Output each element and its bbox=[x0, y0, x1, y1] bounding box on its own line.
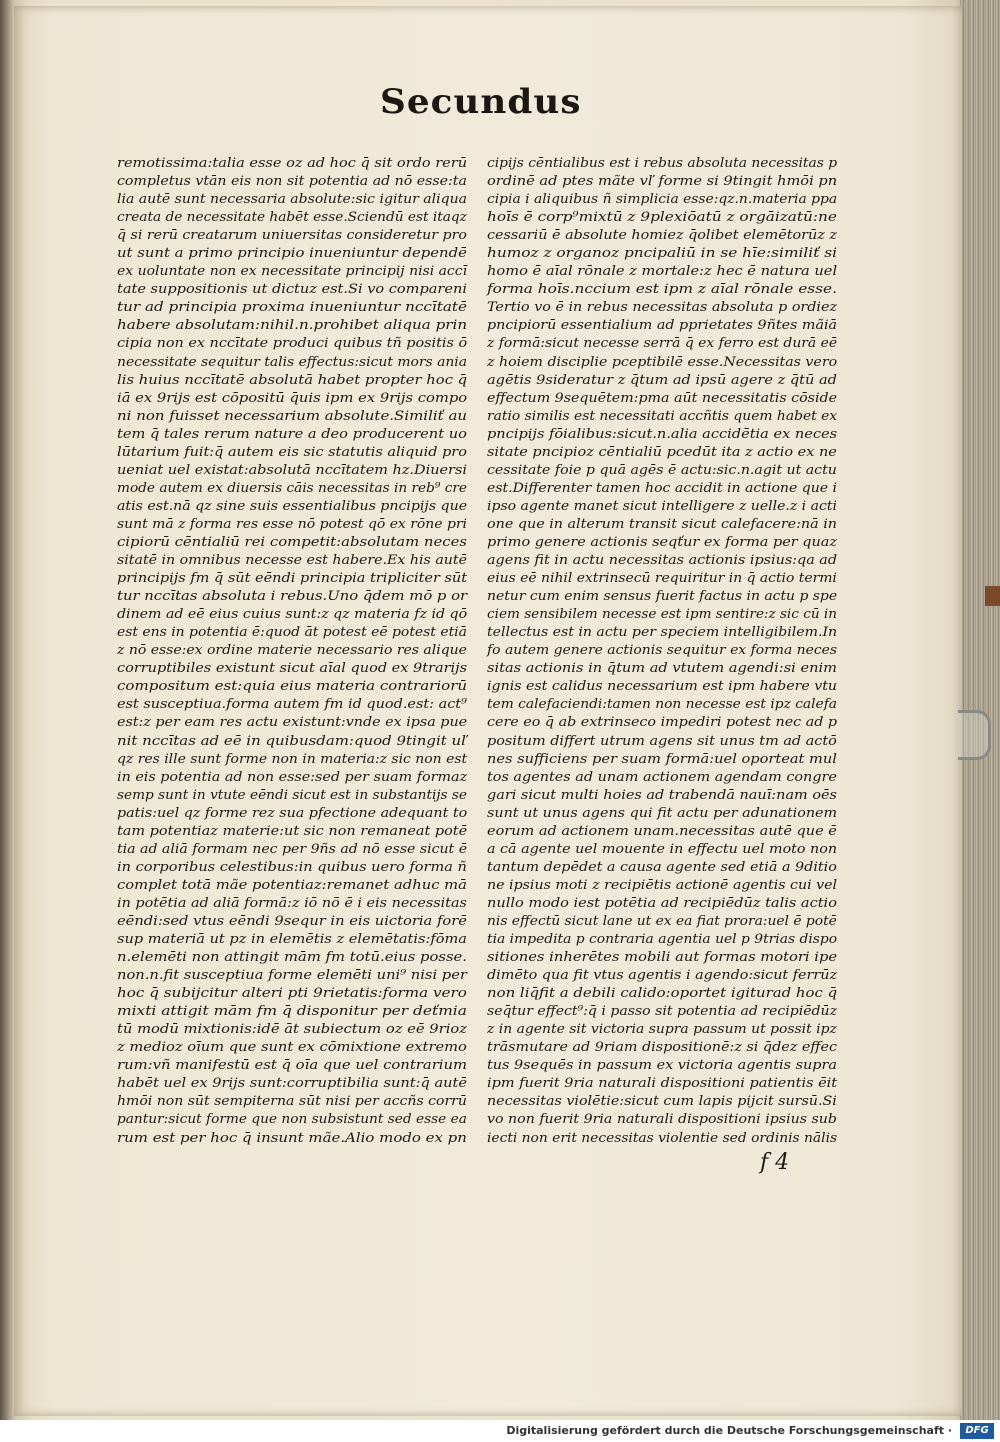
right-column-line: ratio similis est necessitati accñtis quem habet ex bbox=[487, 408, 838, 424]
left-column-line: tam potentiaz materie:ut sic non remaneat potē bbox=[117, 823, 468, 839]
right-column-line: sitiones inherētes mobili aut formas motori ipe bbox=[487, 950, 838, 966]
left-column-line: tur nccītas absoluta i rebus.Uno q̄dem mō p or bbox=[117, 589, 468, 605]
left-text-column bbox=[117, 155, 467, 1148]
right-column-line: positum differt utrum agens sit unus tm ad actō bbox=[487, 733, 837, 749]
right-column-line: a cā agente uel mouente in effectu uel moto non bbox=[487, 841, 838, 857]
right-column-line: seq̄tur effect⁹:q̄ i passo sit potentia ad recipiēdūz bbox=[487, 1004, 837, 1020]
right-column-line: cipia i aliquibus ñ simplicia esse:qz.n.materia ppa bbox=[487, 192, 838, 208]
left-column-line: ex uoluntate non ex necessitate principij nisi accī bbox=[117, 264, 468, 280]
left-column-line: tate suppositionis ut dictuz est.Si vo compareni bbox=[117, 282, 467, 298]
right-column-line: cessariū ē absolute homiez q̄olibet elemētorūz z bbox=[487, 228, 837, 244]
left-column-line: est susceptiua.forma autem fm id quod.est: act⁹ bbox=[117, 697, 467, 713]
right-column-line: Tertio vo ē in rebus necessitas absoluta p ordiez bbox=[487, 300, 838, 316]
dfg-logo: DFG bbox=[960, 1423, 994, 1439]
left-column-line: patis:uel qz forme rez sua pfectione adequant to bbox=[117, 805, 468, 821]
left-column-line: lia autē sunt necessaria absolute:sic igitur aliqua bbox=[117, 192, 468, 208]
left-column-line: hoc q̄ subijcitur alteri pti 9rietatis:forma vero bbox=[117, 986, 467, 1002]
right-column-line: vo non fuerit 9ria naturali dispositioni ipsius sub bbox=[487, 1112, 837, 1128]
left-column-line: iā ex 9rijs est cōpositū q̄uis ipm ex 9rijs compo bbox=[117, 390, 468, 406]
left-column-line: ueniat uel existat:absolutā nccītatem hz.Diuersi bbox=[117, 462, 467, 478]
right-column-line: z in agente sit victoria supra passum ut possit ipz bbox=[487, 1022, 837, 1038]
left-column-line: cipia non ex nccītate produci quibus tñ positis ō bbox=[117, 336, 468, 352]
left-column-line: est:z per eam res actu existunt:vnde ex ipsa pue bbox=[117, 715, 468, 731]
left-column-line: sitatē in omnibus necesse est habere.Ex his autē bbox=[117, 553, 467, 569]
left-column-line: creata de necessitate habēt esse.Sciendū est itaqz bbox=[117, 210, 467, 226]
right-column-line: ipso agente manet sicut intelligere z uelle.z i acti bbox=[487, 498, 837, 514]
right-column-line: primo genere actionis seqťur ex forma per quaz bbox=[487, 534, 837, 550]
left-column-line: cipiorū cēntialiū rei competit:absolutam neces bbox=[117, 534, 467, 550]
left-column-line: eēndi:sed vtus eēndi 9sequr in eis uictoria forē bbox=[117, 913, 467, 929]
left-column-line: completus vtān eis non sit potentia ad nō esse:ta bbox=[117, 174, 467, 190]
right-column-line: ipm fuerit 9ria naturali dispositioni patientis ēit bbox=[487, 1076, 838, 1092]
left-column-line: sup materiā ut pz in elemētis z elemētatis:fōma bbox=[117, 932, 467, 948]
right-column-line: ignis est calidus necessarium est ipm habere vtu bbox=[487, 679, 838, 695]
left-column-line: sunt mā z forma res esse nō potest qō ex rōne pri bbox=[117, 516, 468, 532]
right-column-line: pncipiorū essentialium ad pprietates 9ñtes mãiā bbox=[487, 318, 838, 334]
left-column-line: non.n.fit susceptiua forme elemēti uni⁹ nisi per bbox=[117, 968, 467, 984]
left-column-line: complet totā mãe potentiaz:remanet adhuc mā bbox=[117, 877, 467, 893]
left-column-line: nit nccītas ad eē in quibusdam:quod 9tingit uľ bbox=[117, 733, 468, 749]
page-clip bbox=[958, 710, 991, 760]
right-column-line: agētis 9sideratur z q̄tum ad ipsū agere z q̄tū ad bbox=[487, 372, 837, 388]
right-column-line: one que in alterum transit sicut calefacere:nā in bbox=[487, 516, 838, 532]
left-column-line: rum est per hoc q̄ insunt mãe.Alio modo ex pn bbox=[117, 1130, 467, 1146]
left-column-line: n.elemēti non attingit mām fm totū.eius posse. bbox=[117, 950, 468, 966]
right-column-line: sitate pncipioz cēntialiū pcedūt ita z actio ex ne bbox=[487, 444, 837, 460]
right-column-line: gari sicut multi hoies ad trabendā nauī:nam oēs bbox=[487, 787, 837, 803]
left-column-line: tia ad aliā formam nec per 9ñs ad nō esse sicut ē bbox=[117, 841, 468, 857]
left-column-line: lis huius nccītatē absolutā habet propter hoc q̄ bbox=[117, 372, 468, 388]
right-column-line: non liq̄fit a debili calido:oportet igiturad hoc q̄ bbox=[487, 986, 838, 1002]
right-column-line: z formā:sicut necesse serrā q̄ ex ferro est durā eē bbox=[487, 336, 838, 352]
left-column-line: z nō esse:ex ordine materie necessario res alique bbox=[117, 643, 467, 659]
right-column-line: netur cum enim sensus fuerit factus in actu p spe bbox=[487, 589, 838, 605]
left-column-line: tur ad principia proxima inueniuntur nccītatē bbox=[117, 300, 467, 316]
right-column-line: dimēto qua fit vtus agentis i agendo:sicut ferrūz bbox=[487, 968, 838, 984]
right-column-line: ciem sensibilem necesse est ipm sentire:z sic cū in bbox=[487, 607, 838, 623]
left-column-line: lūtarium fuit:q̄ autem eis sic statutis aliquid pro bbox=[117, 444, 467, 460]
right-column-line: eius eē nihil extrinsecū requiritur in q̄ actio termi bbox=[487, 571, 837, 587]
right-column-line: trāsmutare ad 9riam dispositionē:z si q̄dez effec bbox=[487, 1040, 838, 1056]
right-column-line: eorum ad actionem unam.necessitas autē que ē bbox=[487, 823, 837, 839]
folio-signature: f 4 bbox=[760, 1150, 790, 1175]
right-column-line: est.Differenter tamen hoc accidit in actione que i bbox=[487, 480, 838, 496]
right-text-column bbox=[487, 155, 837, 1148]
right-column-line: humoz z organoz pncipaliū in se hīe:similiť si bbox=[487, 246, 838, 262]
left-column-line: tū modū mixtionis:idē āt subiectum oz eē 9rioz bbox=[117, 1022, 468, 1038]
left-column-line: habere absolutam:nihil.n.prohibet aliqua prin bbox=[117, 318, 468, 334]
right-column-line: hoīs ē corp⁹mixtū z 9plexiōatū z orgāizatū:ne bbox=[487, 210, 837, 226]
right-column-line: tia impedita p contraria agentia uel p 9trias dispo bbox=[487, 932, 838, 948]
right-column-line: nis effectū sicut lane ut ex ea fiat prora:uel ē potē bbox=[487, 913, 837, 929]
right-column-line: ordinē ad ptes mãte vľ forme si 9tingit hmōi pn bbox=[487, 174, 838, 190]
left-column-line: principijs fm q̄ sūt eēndi principia tripliciter sūt bbox=[117, 571, 468, 587]
left-column-line: remotissima:talia esse oz ad hoc q̄ sit ordo rerū bbox=[117, 156, 468, 171]
right-column-line: tantum depēdet a causa agente sed etiā a 9ditio bbox=[487, 859, 837, 875]
right-column-line: necessitas violētie:sicut cum lapis pijcit sursū.Si bbox=[487, 1094, 837, 1110]
right-column-line: tos agentes ad unam actionem agendam congre bbox=[487, 769, 837, 785]
left-column-line: corruptibiles existunt sicut aīal quod ex 9trarijs bbox=[117, 661, 468, 677]
left-column-line: compositum est:quia eius materia contrariorū bbox=[117, 679, 468, 695]
left-column-line: ni non fuisset necessarium absolute.Similiť au bbox=[117, 408, 468, 424]
right-column-line: pncipijs fōialibus:sicut.n.alia accidētia ex neces bbox=[487, 426, 838, 442]
bookmark-tab bbox=[985, 586, 1000, 606]
right-column-line: nullo modo iest potētia ad recipiēdūz talis actio bbox=[487, 895, 837, 911]
left-column-line: mixti attigit mām fm q̄ disponitur per deťmia bbox=[117, 1004, 467, 1020]
left-column-line: in potētia ad aliā formā:z iō nō ē i eis necessitas bbox=[117, 895, 467, 911]
right-column-line: cessitate foie p quā agēs ē actu:sic.n.agit ut actu bbox=[487, 462, 837, 478]
right-column-line: nes sufficiens per suam formā:uel oporteat mul bbox=[487, 751, 837, 767]
right-column-line: tellectus est in actu per speciem intelligibilem.In bbox=[487, 625, 838, 641]
left-column-line: hmōi non sūt sempiterna sūt nisi per accñs corrū bbox=[117, 1094, 467, 1110]
right-column-line: agens fit in actu necessitas actionis ipsius:qa ad bbox=[487, 553, 838, 569]
left-column-line: z medioz oīum que sunt ex cōmixtione extremo bbox=[117, 1040, 467, 1056]
left-column-line: in eis potentia ad non esse:sed per suam formaz bbox=[117, 769, 468, 785]
left-column-line: q̄ si rerū creatarum uniuersitas consideretur pro bbox=[117, 228, 467, 244]
left-column-line: qz res ille sunt forme non in materia:z sic non est bbox=[117, 751, 468, 767]
right-column-line: cere eo q̄ ab extrinseco impediri potest nec ad p bbox=[487, 715, 838, 731]
left-column-line: habēt uel ex 9rijs sunt:corruptibilia sunt:q̄ autē bbox=[117, 1076, 468, 1092]
right-column-line: tus 9sequēs in passum ex victoria agentis supra bbox=[487, 1058, 837, 1074]
right-column-line: tem calefaciendi:tamen non necesse est ipz calefa bbox=[487, 697, 838, 713]
right-column-line: homo ē aīal rōnale z mortale:z hec ē natura uel bbox=[487, 264, 838, 280]
left-column-line: atis est.nā qz sine suis essentialibus pncipijs que bbox=[117, 498, 468, 514]
left-column-line: pantur:sicut forme que non subsistunt sed esse ea bbox=[117, 1112, 467, 1128]
funding-credit: Digitalisierung gefördert durch die Deutsche Forschungsgemeinschaft · bbox=[506, 1424, 952, 1437]
right-column-line: sunt ut unus agens qui fit actu per adunationem bbox=[487, 805, 838, 821]
left-column-line: dinem ad eē eius cuius sunt:z qz materia fz id qō bbox=[117, 607, 468, 623]
right-column-line: ne ipsius moti z recipiētis actionē agentis cui vel bbox=[487, 877, 838, 893]
left-column-line: est ens in potentia ē:quod āt potest eē potest etiā bbox=[117, 625, 467, 641]
right-column-line: effectum 9sequētem:pma aūt necessitatis cōside bbox=[487, 390, 837, 406]
left-column-line: mode autem ex diuersis cāis necessitas in reb⁹ cre bbox=[117, 480, 467, 496]
running-heading: Secundus bbox=[380, 82, 582, 122]
right-column-line: z hoiem disciplie pceptibilē esse.Necessitas vero bbox=[487, 354, 838, 370]
right-column-line: fo autem genere actionis sequitur ex forma neces bbox=[487, 643, 838, 659]
right-column-line: iecti non erit necessitas violentie sed ordinis nālis bbox=[487, 1130, 838, 1146]
left-column-line: semp sunt in vtute eēndi sicut est in substantijs se bbox=[117, 787, 468, 803]
left-column-line: ut sunt a primo principio inueniuntur dependē bbox=[117, 246, 467, 262]
left-column-line: necessitate sequitur talis effectus:sicut mors ania bbox=[117, 354, 468, 370]
right-column-line: cipijs cēntialibus est i rebus absoluta necessitas p bbox=[487, 156, 838, 171]
right-column-line: forma hoīs.nccium est ipm z aīal rōnale esse. bbox=[487, 282, 837, 298]
right-column-line: sitas actionis in q̄tum ad vtutem agendi:si enim bbox=[487, 661, 837, 677]
left-column-line: in corporibus celestibus:in quibus uero forma ñ bbox=[117, 859, 467, 875]
left-column-line: rum:vñ manifestū est q̄ oīa que uel contrarium bbox=[117, 1058, 468, 1074]
left-column-line: tem q̄ tales rerum nature a deo producerent uo bbox=[117, 426, 467, 442]
